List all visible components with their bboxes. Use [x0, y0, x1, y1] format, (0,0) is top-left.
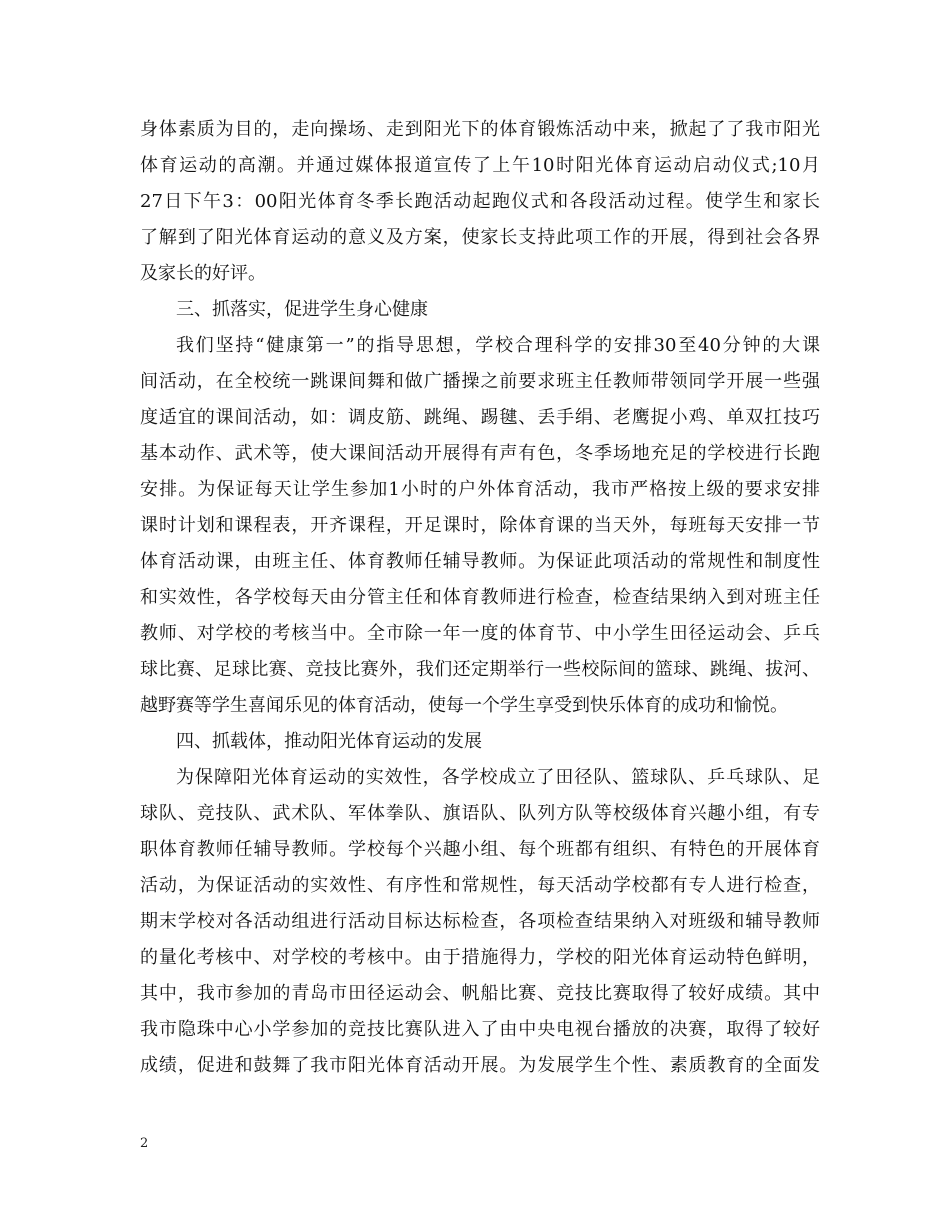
- text-line: 27日下午3：00阳光体育冬季长跑活动起跑仪式和各段活动过程。使学生和家长: [140, 191, 820, 212]
- section-heading-4: 四、抓载体，推动阳光体育运动的发展: [176, 731, 482, 752]
- text-line: 球比赛、足球比赛、竞技比赛外，我们还定期举行一些校际间的篮球、跳绳、拔河、: [140, 659, 820, 680]
- text-line: 体育活动课，由班主任、体育教师任辅导教师。为保证此项活动的常规性和制度性: [140, 551, 820, 572]
- text-line: 为保障阳光体育运动的实效性，各学校成立了田径队、篮球队、乒乓球队、足: [176, 767, 820, 788]
- text-line: 我们坚持“健康第一”的指导思想，学校合理科学的安排30至40分钟的大课: [176, 335, 820, 356]
- page-number: 2: [140, 1136, 149, 1151]
- text-line: 课时计划和课程表，开齐课程，开足课时，除体育课的当天外，每班每天安排一节: [140, 515, 820, 536]
- text-line: 了解到了阳光体育运动的意义及方案，使家长支持此项工作的开展，得到社会各界: [140, 227, 820, 248]
- text-line: 球队、竞技队、武术队、军体拳队、旗语队、队列方队等校级体育兴趣小组，有专: [140, 803, 820, 824]
- text-line: 安排。为保证每天让学生参加1小时的户外体育活动，我市严格按上级的要求安排: [140, 479, 820, 500]
- text-line: 体育运动的高潮。并通过媒体报道宣传了上午10时阳光体育运动启动仪式;10月: [140, 155, 820, 176]
- section-heading-3: 三、抓落实，促进学生身心健康: [176, 299, 428, 320]
- text-line: 期末学校对各活动组进行活动目标达标检查，各项检查结果纳入对班级和辅导教师: [140, 911, 820, 932]
- text-line: 越野赛等学生喜闻乐见的体育活动，使每一个学生享受到快乐体育的成功和愉悦。: [140, 695, 788, 716]
- text-line: 身体素质为目的，走向操场、走到阳光下的体育锻炼活动中来，掀起了了我市阳光: [140, 119, 820, 140]
- text-line: 度适宜的课间活动，如：调皮筋、跳绳、踢毽、丢手绢、老鹰捉小鸡、单双扛技巧: [140, 407, 820, 428]
- text-line: 活动，为保证活动的实效性、有序性和常规性，每天活动学校都有专人进行检查，: [140, 875, 820, 896]
- text-line: 间活动，在全校统一跳课间舞和做广播操之前要求班主任教师带领同学开展一些强: [140, 371, 820, 392]
- text-line: 我市隐珠中心小学参加的竞技比赛队进入了由中央电视台播放的决赛，取得了较好: [140, 1019, 820, 1040]
- text-line: 和实效性，各学校每天由分管主任和体育教师进行检查，检查结果纳入到对班主任: [140, 587, 820, 608]
- body-text: [140, 112, 820, 1084]
- text-line: 成绩，促进和鼓舞了我市阳光体育活动开展。为发展学生个性、素质教育的全面发: [140, 1055, 820, 1076]
- text-line: 的量化考核中、对学校的考核中。由于措施得力，学校的阳光体育运动特色鲜明，: [140, 947, 820, 968]
- text-line: 职体育教师任辅导教师。学校每个兴趣小组、每个班都有组织、有特色的开展体育: [140, 839, 820, 860]
- text-line: 其中，我市参加的青岛市田径运动会、帆船比赛、竞技比赛取得了较好成绩。其中: [140, 983, 820, 1004]
- text-line: 基本动作、武术等，使大课间活动开展得有声有色，冬季场地充足的学校进行长跑: [140, 443, 820, 464]
- text-line: 教师、对学校的考核当中。全市除一年一度的体育节、中小学生田径运动会、乒乓: [140, 623, 820, 644]
- text-line: 及家长的好评。: [140, 263, 266, 284]
